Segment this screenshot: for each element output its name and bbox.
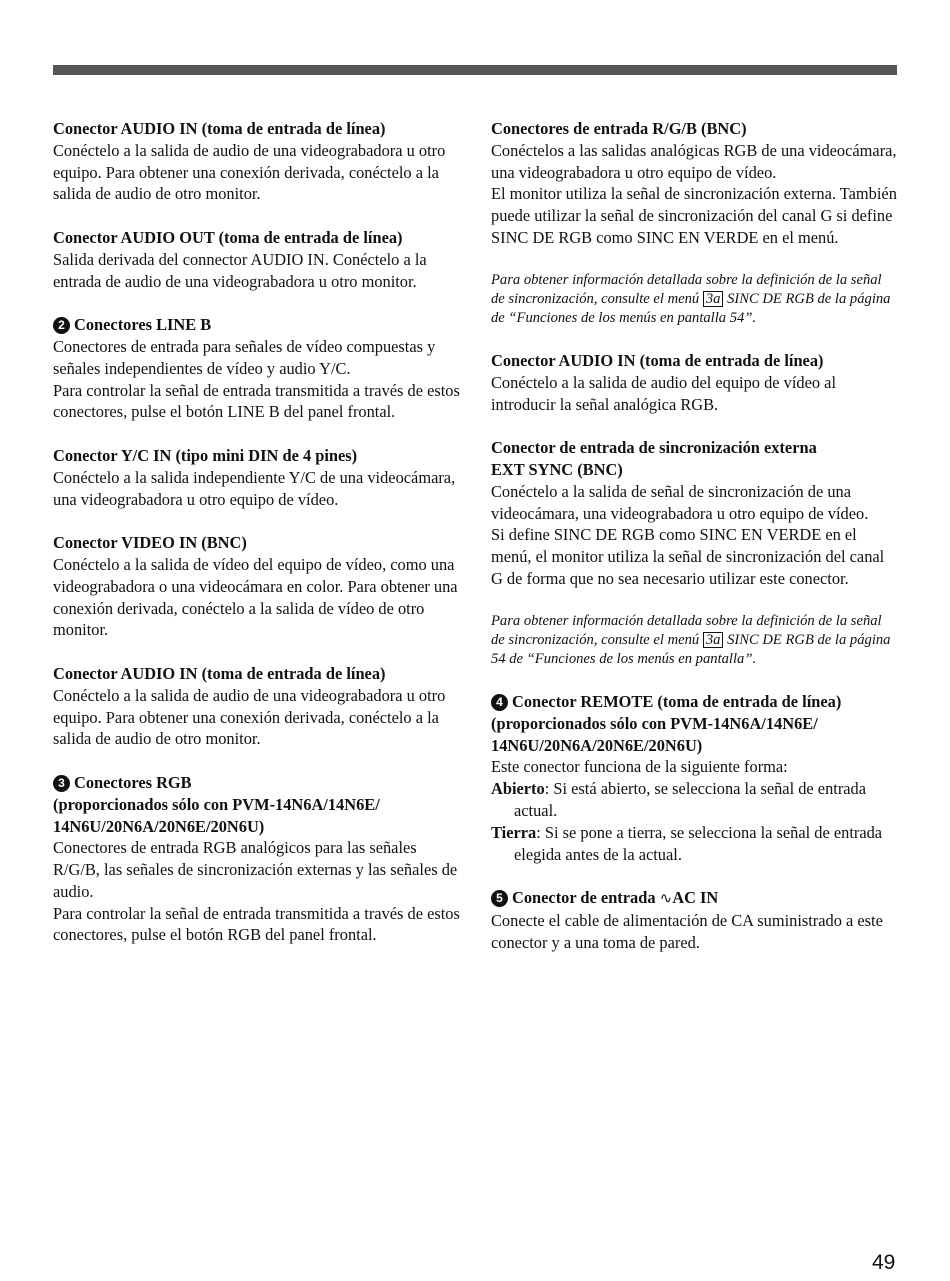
number-3-icon: 3 [53, 775, 70, 792]
section-heading: Conector AUDIO IN (toma de entrada de línea) [53, 119, 386, 138]
number-2-icon: 2 [53, 317, 70, 334]
section-body: Conéctelo a la salida de audio de una videograbadora u otro equipo. Para obtener una conexión derivada, conéctelo a la salida de audio de otro monitor. [53, 685, 446, 749]
section-heading: Conectores de entrada R/G/B (BNC) [491, 119, 747, 138]
number-5-icon: 5 [491, 890, 508, 907]
section-heading: Conector VIDEO IN (BNC) [53, 533, 247, 553]
section-remote [491, 691, 897, 865]
section-rgb [53, 772, 465, 946]
menu-reference-box: 3a [703, 632, 724, 648]
section-heading: Conector Y/C IN (tipo mini DIN de 4 pines) [53, 445, 358, 465]
section-body: Conéctelo a la salida de audio de una videograbadora u otro equipo. Para obtener una conexión derivada, conéctelo a la salida de audio de otro monitor. [53, 140, 446, 204]
section-heading: Conector AUDIO OUT (toma de entrada de línea) [53, 227, 403, 247]
section-audio-out [53, 227, 465, 292]
section-heading: Conector de entrada de sincronización externa [491, 438, 817, 458]
section-heading: (proporcionados sólo con PVM-14N6A/14N6E/ [53, 794, 380, 814]
section-heading: 2 Conectores LINE B [53, 314, 465, 336]
section-heading: 3 Conectores RGB [53, 772, 465, 794]
section-body: Conéctelo a la salida de audio del equipo de vídeo al introducir la señal analógica RGB. [491, 372, 836, 414]
definition-item: Abierto: Si está abierto, se selecciona la señal de entrada actual. [491, 779, 867, 820]
top-rule [53, 65, 897, 75]
section-body: Si define SINC DE RGB como SINC EN VERDE en el menú, el monitor utiliza la señal de sincronización del canal G de forma que no sea necesario utilizar este conector. [491, 525, 885, 588]
section-body: Salida derivada del connector AUDIO IN. Conéctelo a la entrada de audio de una videograbadora u otro monitor. [53, 249, 427, 291]
section-line-b [53, 314, 465, 423]
section-body: Este conector funciona de la siguiente forma: [491, 757, 788, 777]
left-column [53, 118, 465, 968]
definition-item: Tierra: Si se pone a tierra, se selecciona la señal de entrada elegida antes de la actual. [491, 822, 883, 864]
section-audio-in-2 [53, 663, 465, 750]
section-heading: Conector AUDIO IN (toma de entrada de línea) [491, 350, 824, 370]
section-body: Conectores de entrada para señales de vídeo compuestas y señales independientes de vídeo y audio Y/C. [53, 336, 436, 378]
section-heading: 5 Conector de entrada ∿AC IN [491, 887, 897, 910]
section-heading: 14N6U/20N6A/20N6E/20N6U) [53, 816, 265, 836]
section-body: Para controlar la señal de entrada transmitida a través de estos conectores, pulse el botón RGB del panel frontal. [53, 903, 460, 945]
section-rgb-inputs [491, 118, 897, 249]
section-body: Conectores de entrada RGB analógicos para las señales R/G/B, las señales de sincronización externas y las señales de audio. [53, 838, 458, 901]
page-number: 49 [872, 1251, 896, 1274]
section-video-in [53, 532, 465, 641]
italic-note: Para obtener información detallada sobre la definición de la señal de sincronización, consulte el menú 3a SINC DE RGB de la página de “Funciones de los menús en pantalla 54”. [491, 271, 891, 326]
section-heading: Conector AUDIO IN (toma de entrada de línea) [53, 663, 386, 683]
section-body: Para controlar la señal de entrada transmitida a través de estos conectores, pulse el botón LINE B del panel frontal. [53, 380, 460, 422]
italic-note: Para obtener información detallada sobre la definición de la señal de sincronización, consulte el menú 3a SINC DE RGB de la página 54 de “Funciones de los menús en pantalla”. [491, 612, 891, 667]
right-column [491, 118, 897, 975]
section-audio-in-1 [53, 118, 465, 205]
section-heading: 4 Conector REMOTE (toma de entrada de línea) [491, 691, 897, 713]
section-heading: (proporcionados sólo con PVM-14N6A/14N6E/ [491, 713, 818, 733]
section-body: Conecte el cable de alimentación de CA suministrado a este conector y a una toma de pared. [491, 910, 883, 952]
section-heading: EXT SYNC (BNC) [491, 459, 623, 479]
ac-wave-icon: ∿ [659, 889, 673, 908]
section-body: Conéctelos a las salidas analógicas RGB de una videocámara, una videograbadora u otro equipo de vídeo. [491, 140, 897, 182]
section-body: Conéctelo a la salida de señal de sincronización de una videocámara, una videograbadora u otro equipo de vídeo. [491, 481, 869, 523]
section-body: Conéctelo a la salida de vídeo del equipo de vídeo, como una videograbadora o una videocámara en color. Para obtener una conexión derivada, conéctelo a la salida de vídeo de otro monitor. [53, 554, 458, 640]
section-audio-in-rgb [491, 350, 897, 415]
section-heading: 14N6U/20N6A/20N6E/20N6U) [491, 735, 703, 755]
section-ext-sync [491, 437, 897, 590]
section-ac-in [491, 887, 897, 953]
section-body: Conéctelo a la salida independiente Y/C de una videocámara, una videograbadora u otro equipo de vídeo. [53, 467, 456, 509]
number-4-icon: 4 [491, 694, 508, 711]
section-yc-in [53, 445, 465, 510]
section-body: El monitor utiliza la señal de sincronización externa. También puede utilizar la señal de sincronización del canal G si define SINC DE RGB como SINC EN VERDE en el menú. [491, 184, 897, 247]
menu-reference-box: 3a [703, 291, 724, 307]
